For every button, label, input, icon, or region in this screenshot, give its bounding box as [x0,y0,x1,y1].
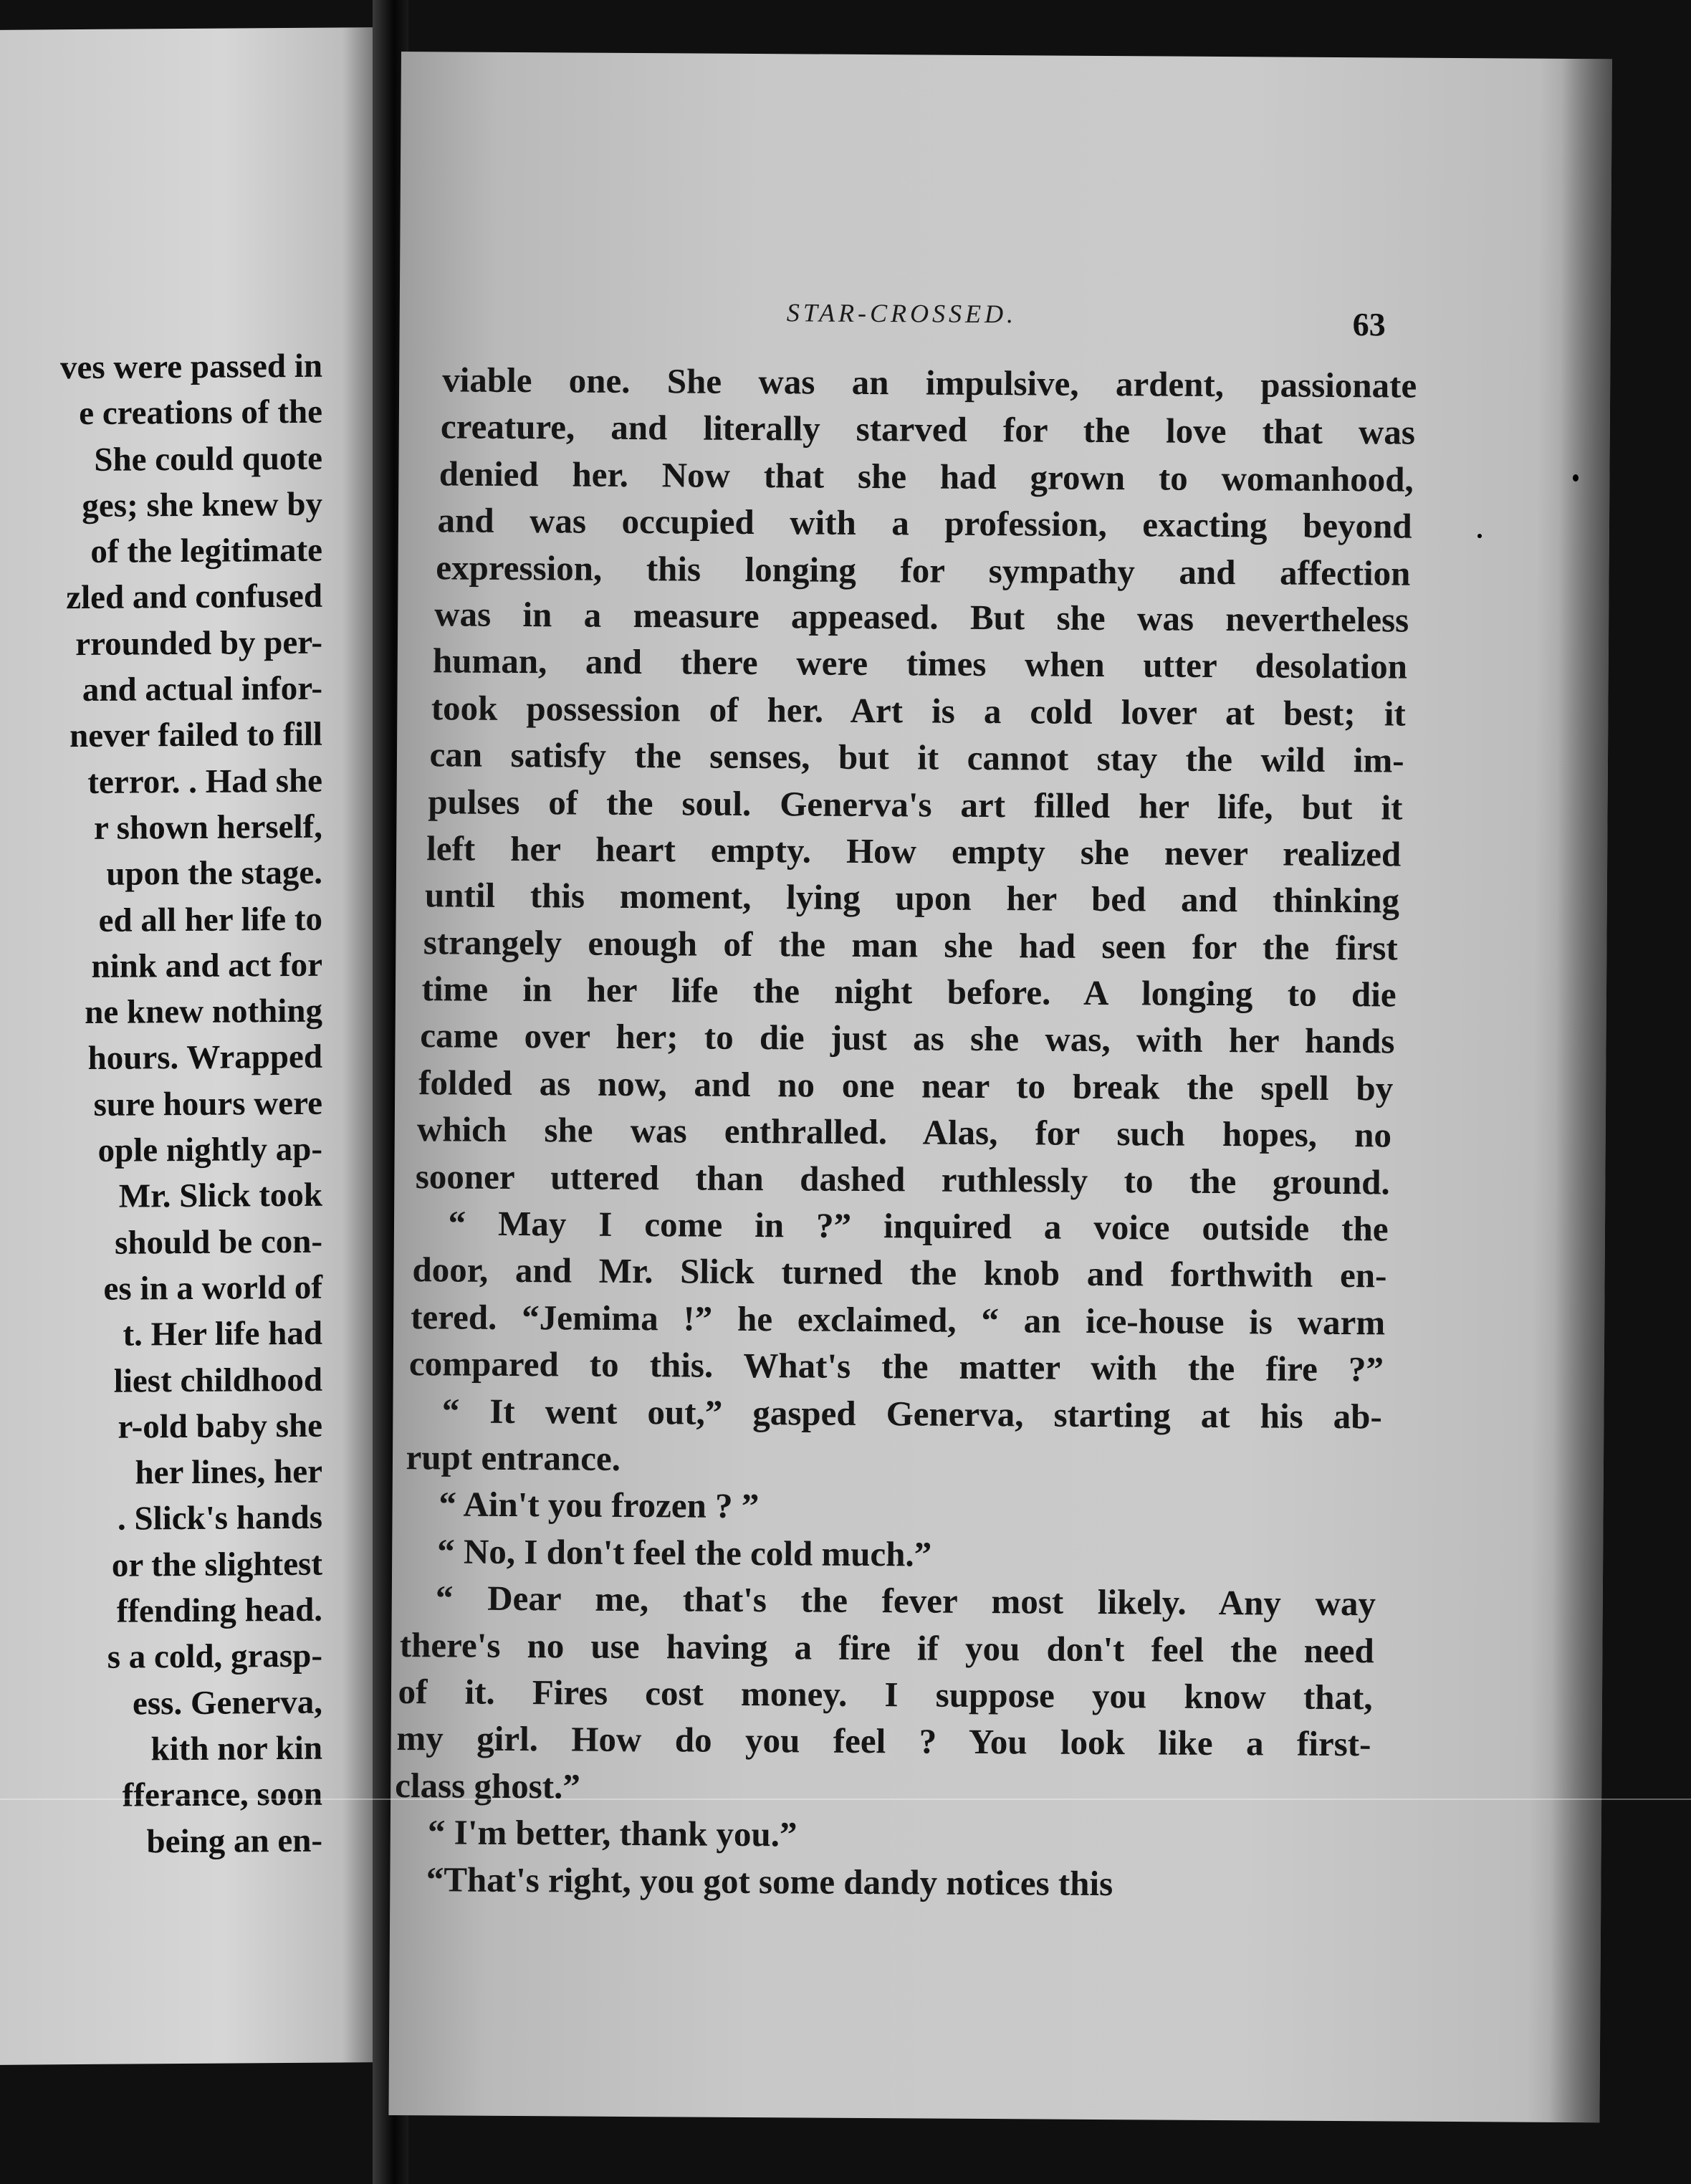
right-page-text [390,356,1610,1910]
left-page-line: terror. . Had she [87,762,322,801]
body-text-line: denied her. Now that she had grown to womanhood, [439,454,1414,499]
body-text-line: there's no use having a fire if you don't feel the need [399,1624,1374,1670]
left-page-line: hours. Wrapped [87,1038,322,1078]
left-page-line: ges; she knew by [82,485,322,525]
body-text-line: time in her life the night before. A longing to die [421,969,1397,1015]
left-page-line: of the legitimate [90,531,322,571]
left-page-line: ess. Generva, [133,1683,322,1723]
left-page-line: kith nor kin [150,1729,322,1768]
right-page [388,52,1612,2122]
left-page-text [60,343,322,1865]
body-text-line: sooner uttered than dashed ruthlessly to the ground. [415,1156,1390,1202]
body-text-line: took possession of her. Art is a cold lover at best; it [431,688,1406,734]
body-text-line: tered. “Jemima !” he exclaimed, “ an ice-house is warm [411,1296,1386,1343]
body-text-line: “ I'm better, thank you.” [427,1812,797,1854]
body-text-line: “ Ain't you frozen ? ” [439,1484,760,1526]
left-page [0,27,373,2065]
left-page-line: ffending head. [116,1591,322,1630]
left-page-line: ople nightly ap- [97,1130,322,1169]
left-page-line: liest childhood [113,1361,322,1400]
left-page-line: fferance, soon [122,1775,322,1814]
running-head: STAR-CROSSED. [786,298,1017,329]
left-page-line: s a cold, grasp- [107,1637,322,1677]
left-page-line: should be con- [115,1222,322,1262]
left-page-line: . Slick's hands [117,1499,322,1538]
left-page-line: never failed to fill [70,716,322,755]
body-text-line: strangely enough of the man she had seen for the first [423,921,1398,968]
body-text-line: creature, and literally starved for the love that was [440,406,1416,453]
body-text-line: viable one. She was an impulsive, ardent, passionate [442,360,1417,406]
dust-speck [1477,534,1482,538]
body-text-line: came over her; to die just as she was, with her hands [420,1015,1395,1061]
left-page-line: or the slightest [111,1545,322,1584]
body-text-line: expression, this longing for sympathy and affection [436,547,1411,593]
left-page-line: sure hours were [93,1084,322,1124]
body-text-line: human, and there were times when utter desolation [432,641,1408,686]
scan-artifact-line [0,1799,1691,1800]
body-text-line: folded as now, and no one near to break the spell by [418,1063,1394,1108]
body-text-line: was in a measure appeased. But she was nevertheless [434,594,1409,640]
left-page-line: and actual infor- [82,669,322,709]
left-page-line: r shown herself, [94,808,322,847]
body-text-line: of it. Fires cost money. I suppose you know that, [398,1671,1373,1718]
body-text-line: until this moment, lying upon her bed and thinking [424,875,1400,921]
body-text-line: “ Dear me, that's the fever most likely. Any way [435,1578,1376,1624]
body-text-line: can satisfy the senses, but it cannot stay the wild im- [429,734,1404,780]
body-text-line: “ It went out,” gasped Generva, starting at his ab- [441,1390,1382,1436]
dust-speck [1573,474,1579,482]
left-page-line: ves were passed in [60,347,322,387]
body-text-line: class ghost.” [395,1765,581,1806]
left-page-line: being an en- [146,1821,322,1860]
left-page-line: e creations of the [79,393,322,433]
body-text-line: and was occupied with a profession, exacting beyond [437,500,1412,546]
body-text-line: which she was enthralled. Alas, for such hopes, no [416,1109,1392,1155]
left-page-line: her lines, her [135,1452,322,1492]
body-text-line: rupt entrance. [406,1437,621,1478]
body-text-line: “ No, I don't feel the cold much.” [437,1531,932,1574]
left-page-line: rrounded by per- [75,623,322,663]
body-text-line: “That's right, you got some dandy notices this [426,1859,1113,1903]
body-text-line: pulses of the soul. Generva's art filled her life, but it [428,781,1403,828]
left-page-line: upon the stage. [106,853,322,894]
left-page-line: es in a world of [103,1268,322,1308]
page-number: 63 [1352,306,1386,343]
body-text-line: door, and Mr. Slick turned the knob and forthwith en- [412,1250,1387,1295]
body-text-line: “ May I come in ?” inquired a voice outside the [448,1203,1389,1249]
body-text-line: compared to this. What's the matter with the fire ?” [408,1344,1384,1389]
left-page-line: t. Her life had [123,1314,322,1354]
left-page-line: nink and act for [91,946,322,985]
left-page-line: r-old baby she [118,1407,322,1446]
left-page-line: zled and confused [66,578,322,617]
left-page-line: She could quote [94,439,322,479]
left-page-line: ed all her life to [98,900,322,939]
body-text-line: left her heart empty. How empty she never realized [426,828,1402,874]
left-page-line: ne knew nothing [85,992,322,1032]
left-page-line: Mr. Slick took [118,1177,322,1216]
body-text-line: my girl. How do you feel ? You look like a first- [396,1718,1371,1764]
